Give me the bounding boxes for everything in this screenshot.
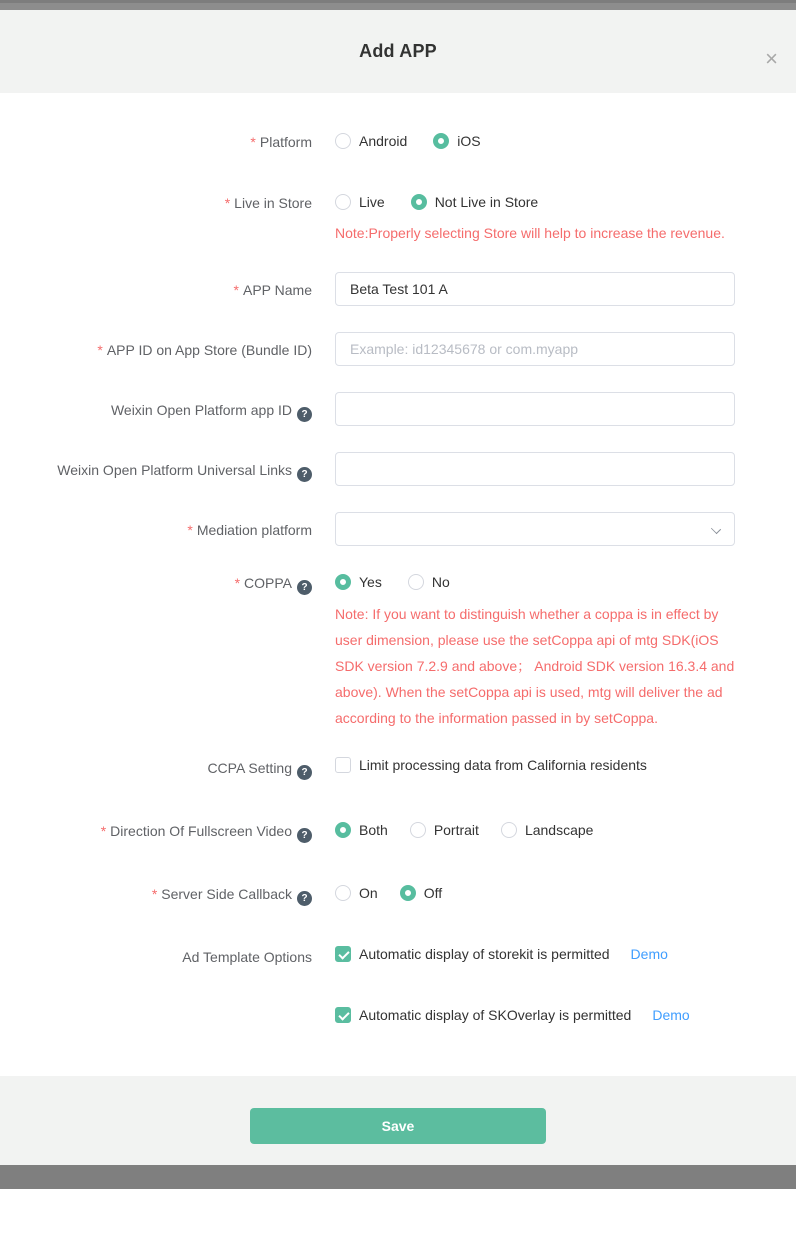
live-radio[interactable] <box>335 194 385 210</box>
required-marker: * <box>187 522 193 538</box>
ad-template-spacer <box>0 1007 312 1008</box>
close-icon[interactable]: × <box>765 46 778 71</box>
direction-portrait-radio[interactable] <box>410 822 479 838</box>
page-background-top <box>0 0 796 10</box>
server-callback-on-radio[interactable] <box>335 885 378 901</box>
coppa-row <box>0 572 796 731</box>
radio-checked-icon[interactable] <box>400 885 416 901</box>
platform-label: * Platform <box>250 134 312 150</box>
weixin-universal-links-row <box>0 452 796 486</box>
platform-android-label: Android <box>359 133 408 149</box>
required-marker: * <box>100 823 107 839</box>
live-in-store-label: * Live in Store <box>224 195 312 211</box>
app-id-input[interactable] <box>335 332 735 366</box>
weixin-universal-links-label: Weixin Open Platform Universal Links ? <box>0 452 312 482</box>
storekit-checkbox-label: Automatic display of storekit is permitted <box>359 946 610 962</box>
ccpa-checkbox-label: Limit processing data from California residents <box>359 757 647 773</box>
not-live-radio[interactable] <box>411 194 539 210</box>
radio-unchecked-icon[interactable] <box>410 822 426 838</box>
required-marker: * <box>224 195 231 211</box>
app-name-label: * APP Name <box>233 282 312 298</box>
required-marker: * <box>151 886 158 902</box>
direction-landscape-radio[interactable] <box>501 822 594 838</box>
save-button[interactable]: Save <box>250 1108 546 1144</box>
checkbox-checked-icon[interactable] <box>335 1007 351 1023</box>
help-icon[interactable]: ? <box>297 891 312 906</box>
direction-portrait-label: Portrait <box>433 822 479 838</box>
modal-footer <box>0 1076 796 1165</box>
chevron-down-icon <box>711 524 721 534</box>
app-id-row <box>0 332 796 366</box>
page-background-bottom <box>0 1165 796 1189</box>
live-label: Live <box>359 194 385 210</box>
help-icon[interactable]: ? <box>297 828 312 843</box>
weixin-app-id-input[interactable] <box>335 392 735 426</box>
ccpa-checkbox-option[interactable] <box>335 757 735 773</box>
direction-landscape-label: Landscape <box>524 822 594 838</box>
platform-ios-label: iOS <box>457 133 481 149</box>
server-callback-label: * Server Side Callback ? <box>0 883 312 906</box>
storekit-demo-link[interactable]: Demo <box>630 946 668 962</box>
coppa-yes-label: Yes <box>359 574 382 590</box>
coppa-yes-radio[interactable] <box>335 574 382 590</box>
required-marker: * <box>234 575 241 591</box>
radio-checked-icon[interactable] <box>335 822 351 838</box>
server-callback-on-label: On <box>359 885 378 901</box>
modal-title: Add APP <box>359 41 437 61</box>
ad-template-row-2 <box>0 1007 796 1023</box>
help-icon[interactable]: ? <box>297 467 312 482</box>
coppa-no-radio[interactable] <box>408 574 450 590</box>
help-icon[interactable]: ? <box>297 765 312 780</box>
checkbox-unchecked-icon[interactable] <box>335 757 351 773</box>
weixin-app-id-row <box>0 392 796 426</box>
mediation-platform-row <box>0 512 796 546</box>
radio-checked-icon[interactable] <box>433 133 449 149</box>
server-callback-off-radio[interactable] <box>400 885 442 901</box>
coppa-no-label: No <box>431 574 450 590</box>
server-callback-row <box>0 883 796 906</box>
platform-ios-radio[interactable] <box>433 133 480 149</box>
not-live-label: Not Live in Store <box>434 194 539 210</box>
help-icon[interactable]: ? <box>297 580 312 595</box>
live-in-store-note: Note:Properly selecting Store will help to increase the revenue. <box>335 225 725 241</box>
live-in-store-row <box>0 192 796 246</box>
ccpa-row <box>0 757 796 780</box>
radio-unchecked-icon[interactable] <box>408 574 424 590</box>
weixin-app-id-label: Weixin Open Platform app ID ? <box>0 392 312 422</box>
help-icon[interactable]: ? <box>297 407 312 422</box>
skoverlay-checkbox-option[interactable] <box>335 1007 735 1023</box>
direction-row <box>0 820 796 843</box>
radio-unchecked-icon[interactable] <box>335 885 351 901</box>
radio-unchecked-icon[interactable] <box>335 133 351 149</box>
add-app-form <box>0 93 796 1076</box>
radio-checked-icon[interactable] <box>335 574 351 590</box>
required-marker: * <box>233 282 239 298</box>
ad-template-label: Ad Template Options <box>182 949 312 965</box>
checkbox-checked-icon[interactable] <box>335 946 351 962</box>
direction-both-label: Both <box>359 822 388 838</box>
platform-android-radio[interactable] <box>335 133 407 149</box>
platform-row <box>0 131 796 152</box>
weixin-universal-links-input[interactable] <box>335 452 735 486</box>
skoverlay-demo-link[interactable]: Demo <box>652 1007 690 1023</box>
radio-unchecked-icon[interactable] <box>501 822 517 838</box>
coppa-label: * COPPA ? <box>0 572 312 595</box>
mediation-platform-label: * Mediation platform <box>187 522 312 538</box>
radio-checked-icon[interactable] <box>411 194 427 210</box>
storekit-checkbox-option[interactable] <box>335 946 735 962</box>
direction-both-radio[interactable] <box>335 822 388 838</box>
app-id-label: * APP ID on App Store (Bundle ID) <box>97 342 312 358</box>
coppa-note: Note: If you want to distinguish whether a coppa is in effect by user dimension, please use the setCoppa api of mtg SDK(iOS SDK version 7.2.9 and above； Android SDK version 16.3.4 and above). When the setCoppa api is used, mtg will deliver the ad according to the information passed in by setCoppa. <box>335 606 735 726</box>
app-name-input[interactable] <box>335 272 735 306</box>
ccpa-label: CCPA Setting ? <box>0 757 312 780</box>
mediation-platform-select[interactable] <box>335 512 735 546</box>
radio-unchecked-icon[interactable] <box>335 194 351 210</box>
modal-header <box>0 10 796 93</box>
add-app-modal <box>0 10 796 1165</box>
app-name-row <box>0 272 796 306</box>
required-marker: * <box>250 134 256 150</box>
required-marker: * <box>97 342 103 358</box>
server-callback-off-label: Off <box>423 885 443 901</box>
skoverlay-checkbox-label: Automatic display of SKOverlay is permitted <box>359 1007 632 1023</box>
direction-label: * Direction Of Fullscreen Video ? <box>0 820 312 843</box>
ad-template-row <box>0 946 796 967</box>
